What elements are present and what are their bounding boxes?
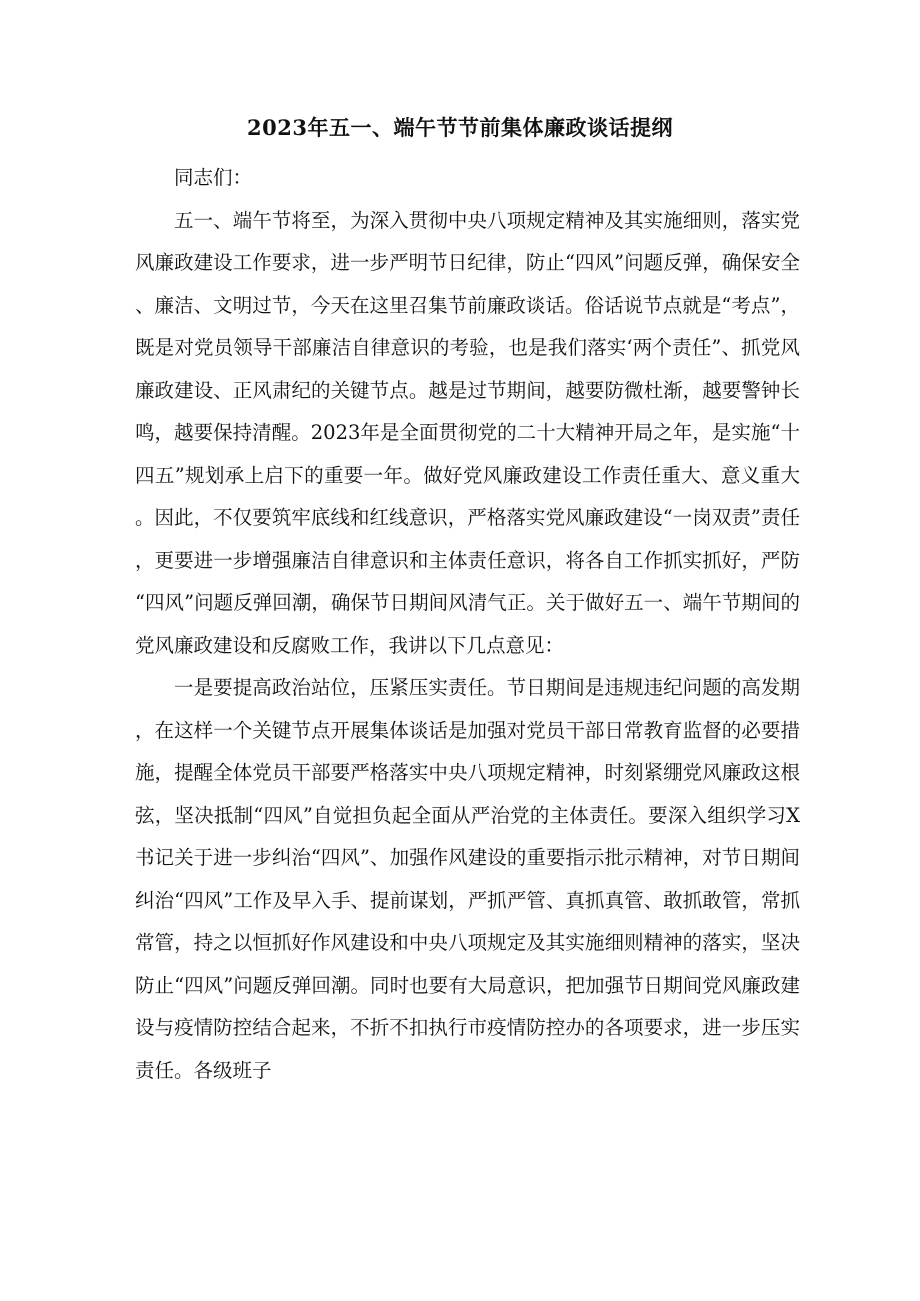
- paragraph-point-one: 一是要提高政治站位，压紧压实责任。节日期间是违规违纪问题的高发期，在这样一个关键节点开展集体谈话是加强对党员干部日常教育监督的必要措施，提醒全体党员干部要严格落实中央八项规定精神，时刻紧绷党风廉政这根弦，坚决抵制“四风”自觉担负起全面从严治党的主体责任。要深入组织学习X书记关于进一步纠治“四风”、加强作风建设的重要指示批示精神，对节日期间纠治“四风”工作及早入手、提前谋划，严抓严管、真抓真管、敢抓敢管，常抓常管，持之以恒抓好作风建设和中央八项规定及其实施细则精神的落实，坚决防止“四风”问题反弹回潮。同时也要有大局意识，把加强节日期间党风廉政建设与疫情防控结合起来，不折不扣执行市疫情防控办的各项要求，进一步压实责任。各级班子: [135, 676, 800, 1082]
- paragraph-intro: 五一、端午节将至，为深入贯彻中央八项规定精神及其实施细则，落实党风廉政建设工作要求，进一步严明节日纪律，防止“四风”问题反弹，确保安全、廉洁、文明过节，今天在这里召集节前廉政谈话。俗话说节点就是“考点”，既是对党员领导干部廉洁自律意识的考验，也是我们落实‘两个责任”、抓党风廉政建设、正风肃纪的关键节点。越是过节期间，越要防微杜渐，越要警钟长鸣，越要保持清醒。2023年是全面贯彻党的二十大精神开局之年，是实施“十四五”规划承上启下的重要一年。做好党风廉政建设工作责任重大、意义重大。因此，不仅要筑牢底线和红线意识，严格落实党风廉政建设“一岗双责”责任，更要进一步增强廉洁自律意识和主体责任意识，将各自工作抓实抓好，严防“四风”问题反弹回潮，确保节日期间风清气正。关于做好五一、端午节期间的党风廉政建设和反腐败工作，我讲以下几点意见：: [135, 208, 800, 657]
- greeting: 同志们：: [174, 166, 253, 189]
- document-title: 2023年五一、端午节节前集体廉政谈话提纲: [247, 115, 673, 140]
- document-body: [135, 157, 800, 1092]
